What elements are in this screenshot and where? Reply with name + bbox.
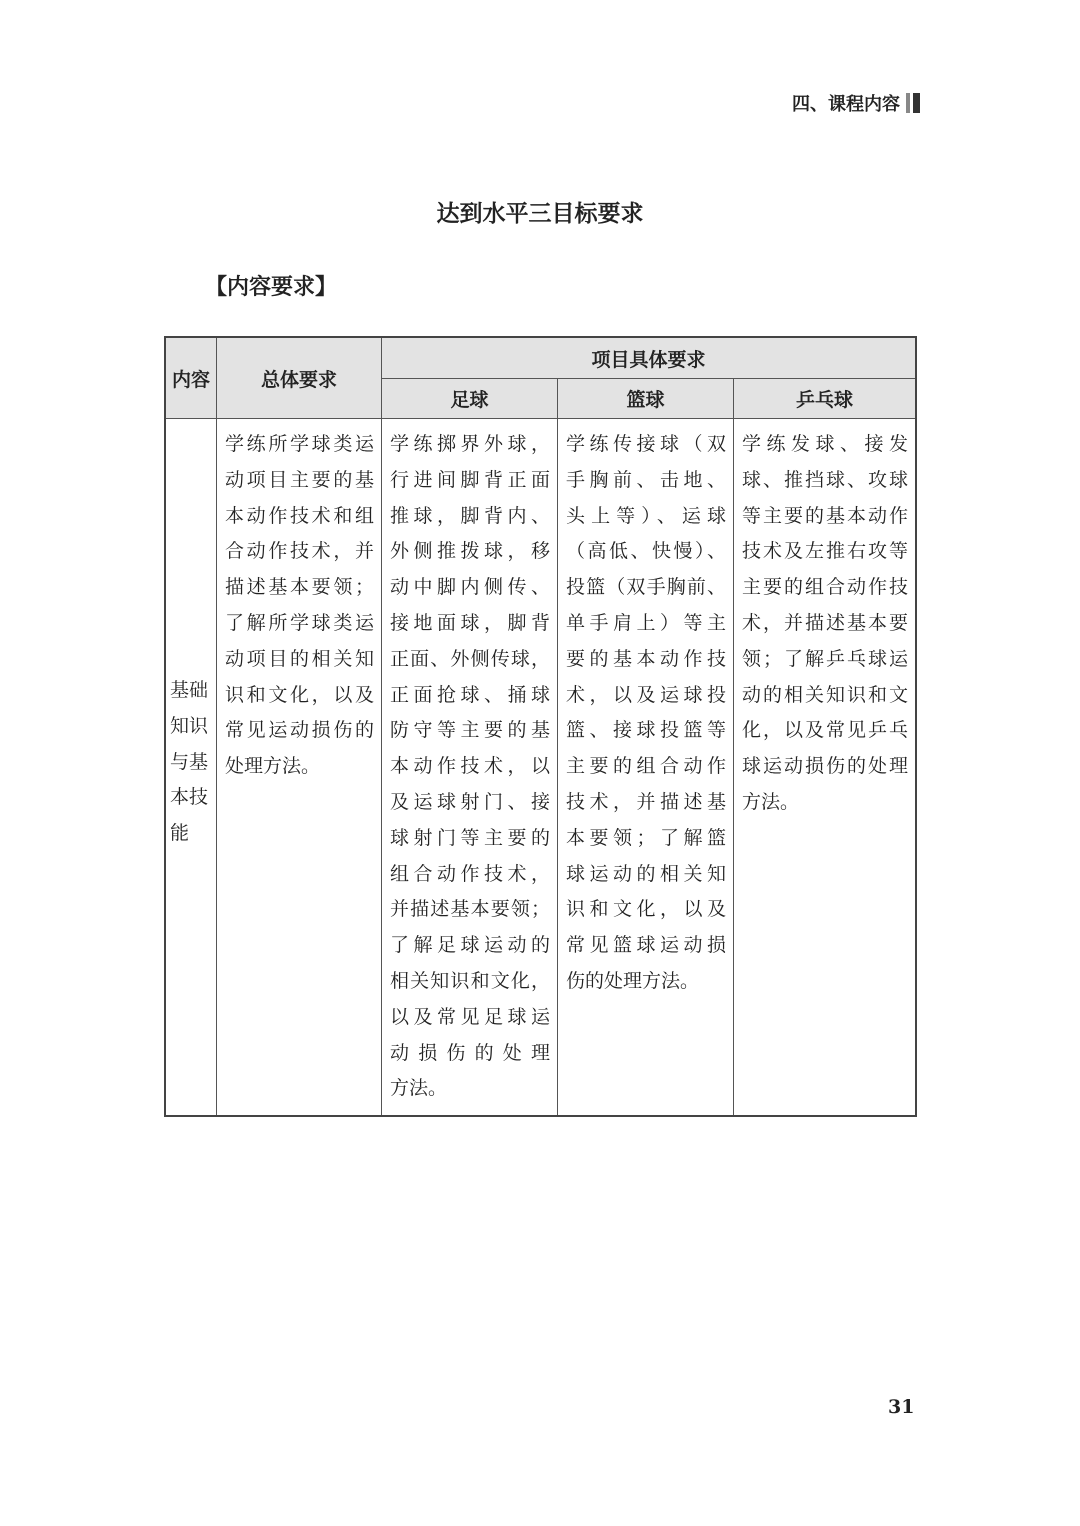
cell-text-line: 动项目的相关知 bbox=[225, 647, 374, 670]
cell-text-line: 篮、接球投篮等 bbox=[566, 719, 726, 742]
running-header bbox=[792, 90, 920, 116]
table-row bbox=[165, 419, 916, 1116]
cell-text-line: 识和文化，以及 bbox=[566, 898, 726, 921]
cell-text-line: 主要的组合动作 bbox=[566, 755, 726, 778]
cell-text-line: 头上等）、运球 bbox=[566, 504, 726, 527]
cell-football bbox=[382, 419, 557, 1107]
header-football: 足球 bbox=[382, 379, 558, 419]
cell-text-line: 领；了解乒乓球运 bbox=[742, 647, 908, 670]
cell-pingpong bbox=[734, 419, 915, 821]
cell-text-line: 伤的处理方法。 bbox=[566, 969, 700, 992]
cell-text-line: 推球，脚背内、 bbox=[390, 504, 550, 527]
cell-text-line: 术，以及运球投 bbox=[566, 683, 726, 706]
cell-text-line: 手胸前、击地、 bbox=[566, 468, 726, 491]
cell-text-line: 本技 bbox=[170, 786, 209, 809]
cell-text-line: 能 bbox=[170, 822, 190, 845]
cell-text-line: 方法。 bbox=[390, 1077, 448, 1100]
cell-text-line: 正面、外侧传球， bbox=[390, 647, 550, 670]
cell-text-line: 术，并描述基本要 bbox=[742, 611, 908, 634]
cell-text-line: （高低、快慢）、 bbox=[566, 540, 726, 563]
section-marker-icon bbox=[906, 93, 920, 113]
cell-text-line: 防守等主要的基 bbox=[390, 719, 550, 742]
cell-text-line: 学练发球、接发 bbox=[742, 433, 908, 455]
cell-text-line: 动中脚内侧传、 bbox=[390, 576, 550, 599]
cell-text-line: 以及常见足球运 bbox=[390, 1005, 550, 1028]
cell-text-line: 技术及左推右攻等 bbox=[742, 540, 908, 563]
header-pingpong: 乒乓球 bbox=[734, 379, 917, 419]
cell-text-line: 动损伤的处理 bbox=[390, 1041, 550, 1064]
cell-text-line: 学练掷界外球， bbox=[390, 433, 550, 455]
cell-text-line: 正面抢球、捅球 bbox=[390, 683, 550, 706]
cell-text-line: 投篮（双手胸前、 bbox=[566, 576, 726, 599]
cell-text-line: 外侧推拨球，移 bbox=[390, 540, 550, 563]
cell-text-line: 本要领；了解篮 bbox=[566, 826, 726, 849]
cell-text-line: 行进间脚背正面 bbox=[390, 468, 550, 491]
cell-text-line: 学练传接球（双 bbox=[566, 433, 726, 455]
cell-text-line: 合动作技术，并 bbox=[225, 540, 374, 563]
cell-text-line: 球、推挡球、攻球 bbox=[742, 468, 908, 491]
cell-text-line: 并描述基本要领； bbox=[390, 898, 550, 921]
header-overall: 总体要求 bbox=[217, 337, 382, 419]
cell-text-line: 常见篮球运动损 bbox=[566, 934, 726, 957]
cell-text-line: 了解所学球类运 bbox=[225, 611, 374, 634]
cell-text-line: 单手肩上）等主 bbox=[566, 611, 726, 634]
cell-text-line: 处理方法。 bbox=[225, 755, 321, 778]
cell-text-line: 球运动的相关知 bbox=[566, 862, 726, 885]
cell-text-line: 识和文化，以及 bbox=[225, 683, 374, 706]
cell-text-line: 球运动损伤的处理 bbox=[742, 755, 908, 778]
running-header-text: 四、课程内容 bbox=[792, 94, 900, 115]
header-specific: 项目具体要求 bbox=[382, 337, 917, 379]
cell-text-line: 等主要的基本动作 bbox=[742, 504, 908, 527]
cell-text-line: 及运球射门、接 bbox=[390, 790, 550, 813]
cell-overall bbox=[217, 419, 381, 785]
cell-text-line: 与基 bbox=[170, 750, 209, 773]
cell-text-line: 相关知识和文化， bbox=[390, 969, 550, 992]
cell-text-line: 基础 bbox=[170, 679, 209, 701]
requirements-table bbox=[164, 336, 917, 1117]
cell-text-line: 球射门等主要的 bbox=[390, 826, 550, 849]
cell-text-line: 动的相关知识和文 bbox=[742, 683, 908, 706]
cell-text-line: 方法。 bbox=[742, 790, 800, 813]
cell-content bbox=[166, 419, 216, 852]
header-basketball: 篮球 bbox=[558, 379, 734, 419]
cell-text-line: 描述基本要领； bbox=[225, 576, 374, 599]
cell-text-line: 接地面球，脚背 bbox=[390, 611, 550, 634]
cell-text-line: 本动作技术和组 bbox=[225, 504, 374, 527]
cell-text-line: 要的基本动作技 bbox=[566, 647, 726, 670]
page-number: 31 bbox=[888, 1396, 915, 1418]
cell-text-line: 常见运动损伤的 bbox=[225, 719, 374, 742]
cell-text-line: 技术，并描述基 bbox=[566, 790, 726, 813]
header-content: 内容 bbox=[165, 337, 217, 419]
cell-text-line: 本动作技术，以 bbox=[390, 755, 550, 778]
cell-text-line: 知识 bbox=[170, 714, 209, 737]
cell-text-line: 学练所学球类运 bbox=[225, 433, 374, 455]
section-subtitle: 【内容要求】 bbox=[205, 274, 338, 300]
cell-text-line: 动项目主要的基 bbox=[225, 468, 374, 491]
cell-text-line: 了解足球运动的 bbox=[390, 934, 550, 957]
cell-text-line: 化，以及常见乒乓 bbox=[742, 719, 908, 742]
cell-text-line: 主要的组合动作技 bbox=[742, 576, 908, 599]
cell-basketball bbox=[558, 419, 733, 1000]
page-title: 达到水平三目标要求 bbox=[436, 200, 644, 227]
cell-text-line: 组合动作技术， bbox=[390, 862, 550, 885]
